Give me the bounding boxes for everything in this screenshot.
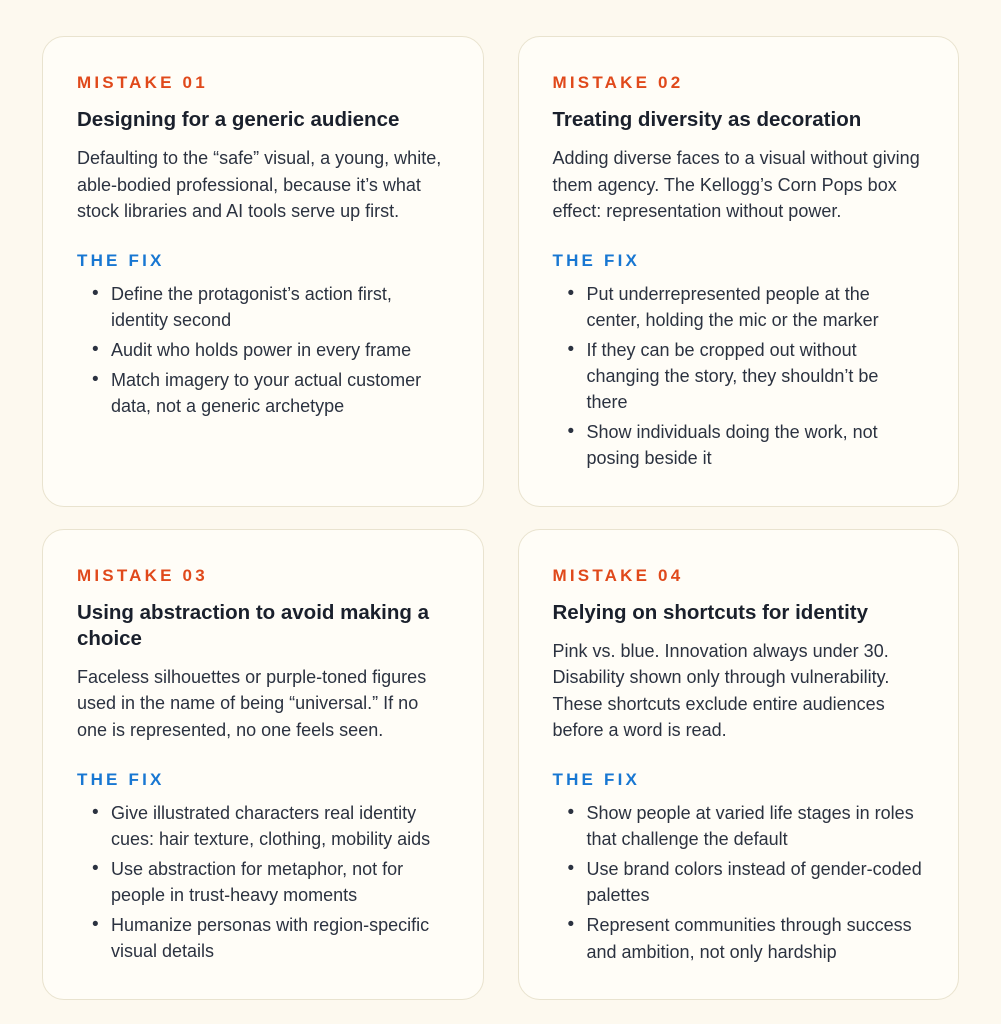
- fix-label: THE FIX: [77, 769, 165, 789]
- card-kicker: MISTAKE 03: [77, 565, 208, 585]
- mistake-card-01: [42, 36, 484, 507]
- list-item: • Put underrepresented people at the center, holding the mic or the marker: [587, 281, 925, 333]
- list-item: • Give illustrated characters real identity cues: hair texture, clothing, mobility aids: [111, 800, 449, 852]
- fix-list: [553, 281, 925, 472]
- list-item: • Match imagery to your actual customer data, not a generic archetype: [111, 367, 449, 419]
- card-title: Designing for a generic audience: [77, 108, 400, 131]
- fix-label: THE FIX: [77, 250, 165, 270]
- card-title: Using abstraction to avoid making a choice: [77, 600, 429, 650]
- mistake-card-04: [518, 529, 960, 1000]
- card-body: Defaulting to the “safe” visual, a young, white, able-bodied professional, because it’s what stock libraries and AI tools serve up first.: [77, 148, 442, 222]
- list-item: • Define the protagonist’s action first, identity second: [111, 281, 449, 333]
- fix-list: [77, 281, 449, 419]
- fix-list: [553, 800, 925, 965]
- fix-label: THE FIX: [552, 770, 641, 790]
- card-body: Pink vs. blue. Innovation always under 30. Disability shown only through vulnerability. These shortcuts exclude entire audiences before a word is read.: [552, 640, 890, 741]
- mistake-card-02: [518, 36, 960, 507]
- card-body: Adding diverse faces to a visual without giving them agency. The Kellogg’s Corn Pops box effect: representation without power.: [552, 148, 920, 222]
- list-item: • Humanize personas with region-specific visual details: [111, 912, 449, 964]
- card-kicker: MISTAKE 04: [552, 565, 684, 585]
- list-item: • Show individuals doing the work, not posing beside it: [587, 419, 925, 471]
- list-item: • Use brand colors instead of gender-coded palettes: [587, 856, 925, 908]
- fix-list: [77, 800, 449, 965]
- list-item: • Show people at varied life stages in roles that challenge the default: [587, 800, 925, 852]
- card-body: Faceless silhouettes or purple-toned figures used in the name of being “universal.” If no one is represented, no one feels seen.: [77, 666, 427, 740]
- card-title: Treating diversity as decoration: [552, 108, 862, 131]
- card-kicker: MISTAKE 01: [77, 73, 208, 92]
- list-item: • Represent communities through success and ambition, not only hardship: [587, 912, 925, 964]
- list-item: • Audit who holds power in every frame: [111, 337, 449, 363]
- list-item: • If they can be cropped out without changing the story, they shouldn’t be there: [587, 337, 925, 415]
- mistake-card-03: [42, 529, 484, 1000]
- card-title: Relying on shortcuts for identity: [552, 600, 868, 624]
- fix-label: THE FIX: [552, 250, 641, 270]
- card-kicker: MISTAKE 02: [552, 73, 684, 92]
- list-item: • Use abstraction for metaphor, not for people in trust-heavy moments: [111, 856, 449, 908]
